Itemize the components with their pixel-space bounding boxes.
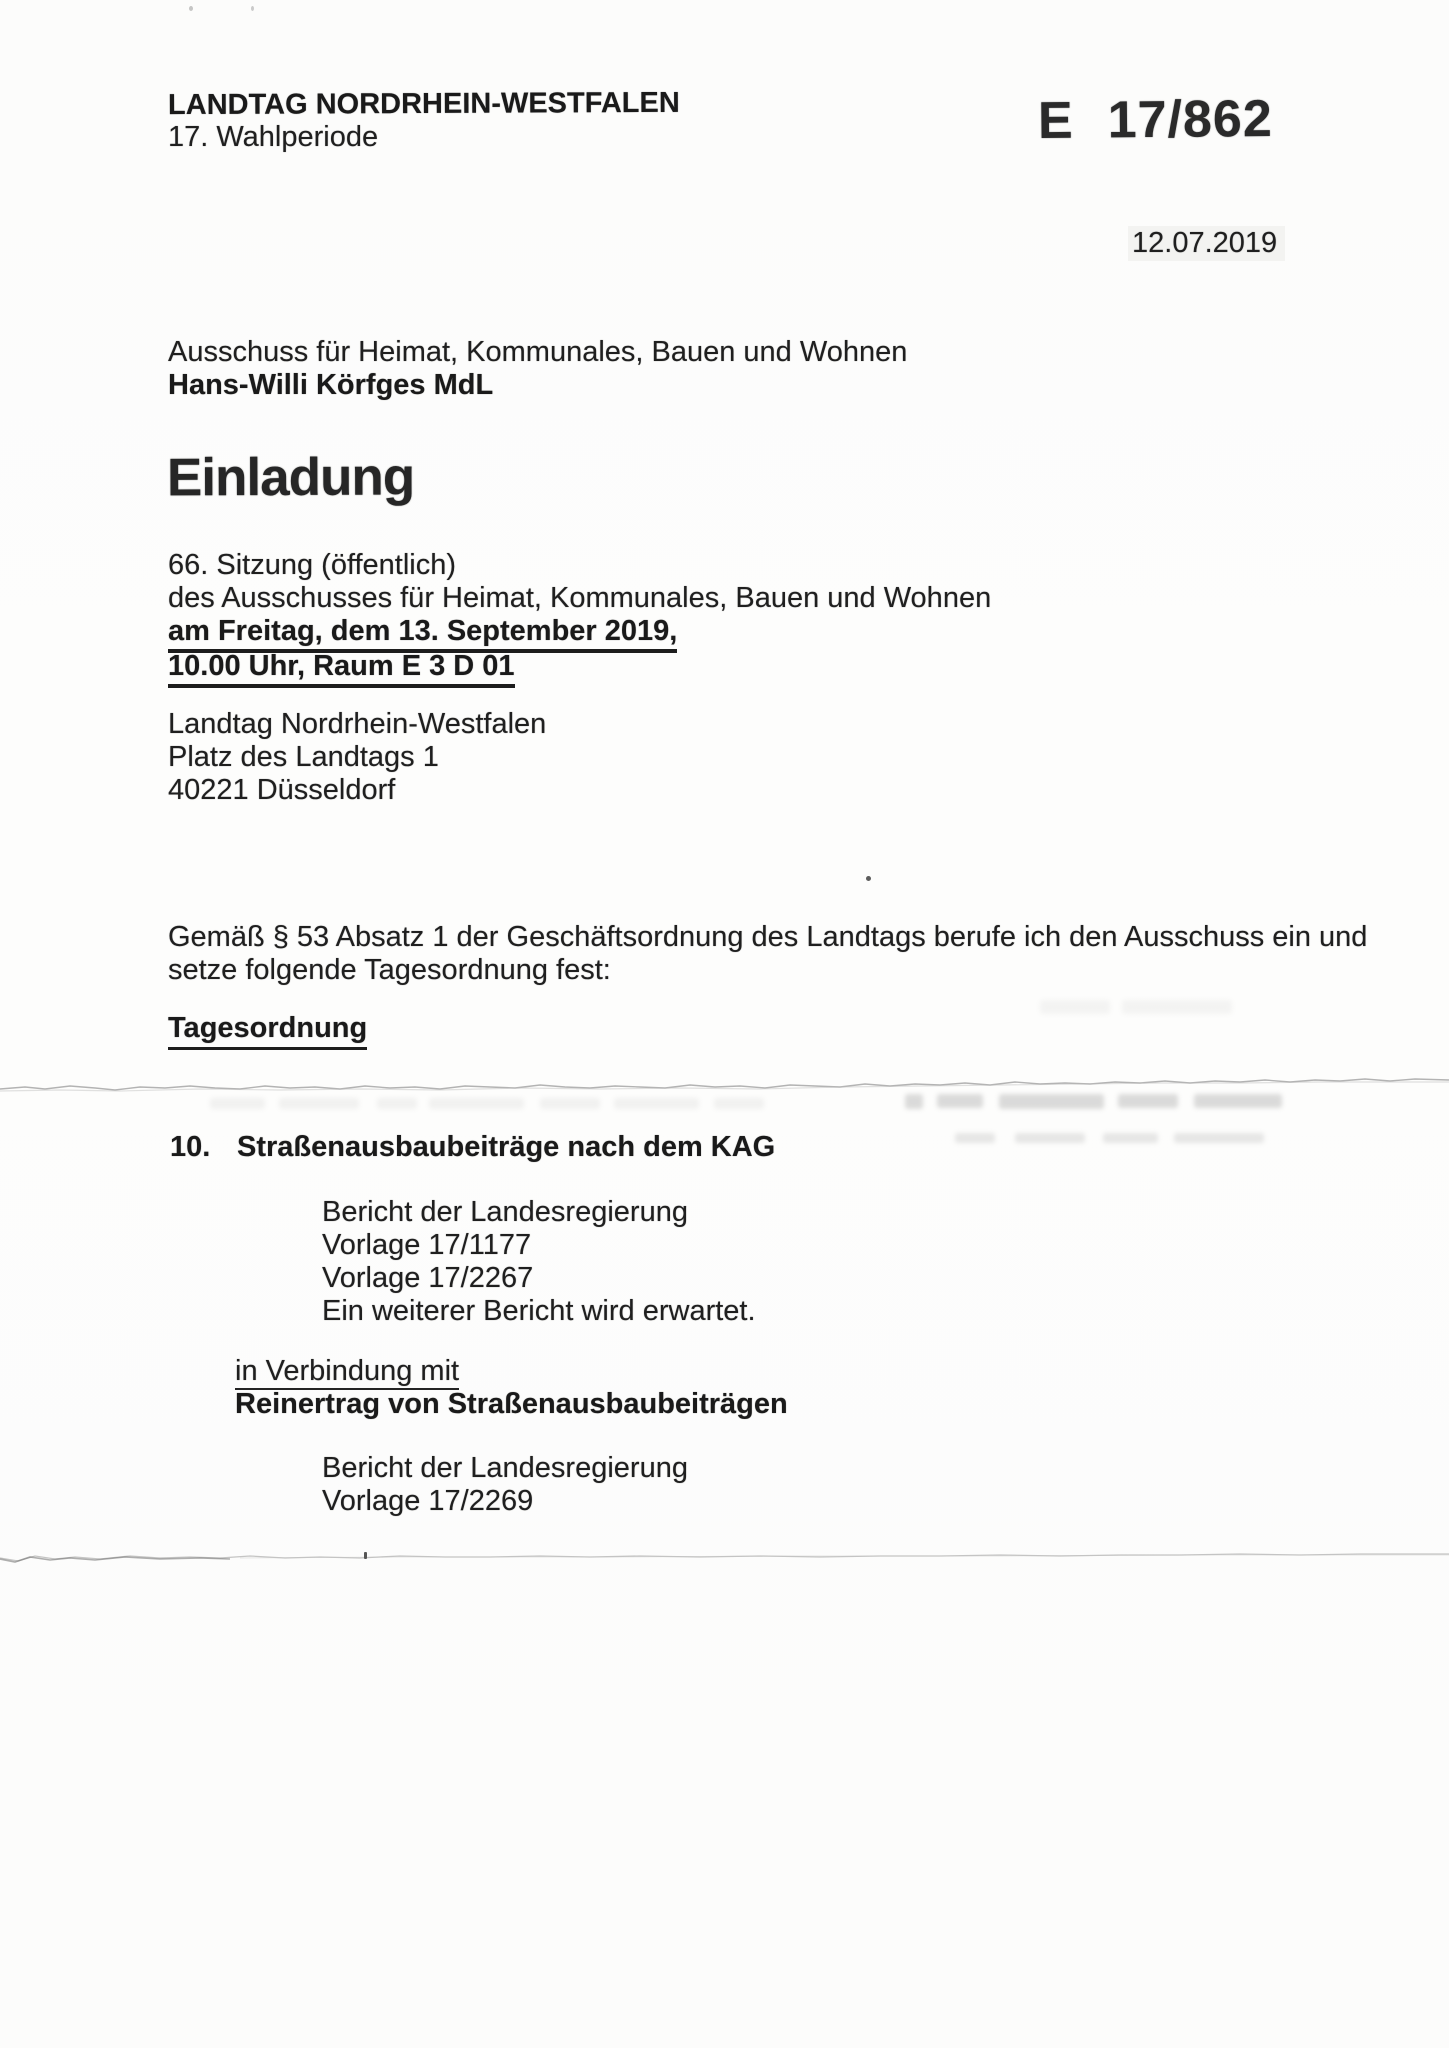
session-time-room-line: 10.00 Uhr, Raum E 3 D 01 [168, 650, 515, 688]
invitation-title: Einladung [166, 447, 415, 508]
agenda-detail-line: Vorlage 17/1177 [322, 1229, 532, 1261]
agenda-detail-line: Ein weiterer Bericht wird erwartet. [322, 1295, 756, 1327]
bleedthrough-artifact [905, 1094, 1282, 1112]
document-number-prefix: E [1037, 91, 1074, 151]
scan-seam-bottom [0, 1546, 1449, 1568]
agenda-linked-title: Reinertrag von Straßenausbaubeiträgen [235, 1388, 788, 1420]
scan-speck [251, 6, 254, 11]
agenda-connector-line: in Verbindung mit [235, 1355, 459, 1390]
document-number-value: 17/862 [1107, 89, 1273, 150]
agenda-detail-line: Bericht der Landesregierung [322, 1196, 688, 1228]
venue-name: Landtag Nordrhein-Westfalen [168, 708, 547, 740]
session-number-line: 66. Sitzung (öffentlich) [168, 549, 457, 581]
scan-speck [189, 6, 193, 11]
intro-line-1: Gemäß § 53 Absatz 1 der Geschäftsordnung des Landtags berufe ich den Ausschuss ein und [168, 921, 1368, 953]
bleedthrough-artifact [210, 1098, 764, 1116]
session-committee-line: des Ausschusses für Heimat, Kommunales, Bauen und Wohnen [168, 582, 992, 614]
agenda-subdetail-line: Vorlage 17/2269 [322, 1485, 534, 1517]
bleedthrough-artifact [955, 1133, 1264, 1151]
org-name: LANDTAG NORDRHEIN-WESTFALEN [167, 86, 680, 122]
bleedthrough-artifact [1040, 1000, 1232, 1018]
scan-speck [364, 1552, 367, 1559]
scan-seam-top [0, 1074, 1449, 1098]
agenda-heading: Tagesordnung [168, 1012, 367, 1050]
agenda-item-title: Straßenausbaubeiträge nach dem KAG [237, 1131, 776, 1163]
scan-speck [866, 876, 871, 881]
document-number [1038, 91, 1273, 149]
addressee-person: Hans-Willi Körfges MdL [168, 369, 494, 401]
agenda-detail-line: Vorlage 17/2267 [322, 1262, 534, 1294]
agenda-item-number: 10. [170, 1131, 211, 1163]
document-date: 12.07.2019 [1128, 227, 1285, 260]
session-date-line: am Freitag, dem 13. September 2019, [168, 615, 677, 653]
legislative-period: 17. Wahlperiode [168, 121, 379, 153]
venue-street: Platz des Landtags 1 [168, 741, 439, 773]
agenda-subdetail-line: Bericht der Landesregierung [322, 1452, 688, 1484]
addressee-committee: Ausschuss für Heimat, Kommunales, Bauen und Wohnen [168, 336, 908, 368]
intro-line-2: setze folgende Tagesordnung fest: [168, 954, 611, 986]
venue-city: 40221 Düsseldorf [168, 774, 396, 806]
